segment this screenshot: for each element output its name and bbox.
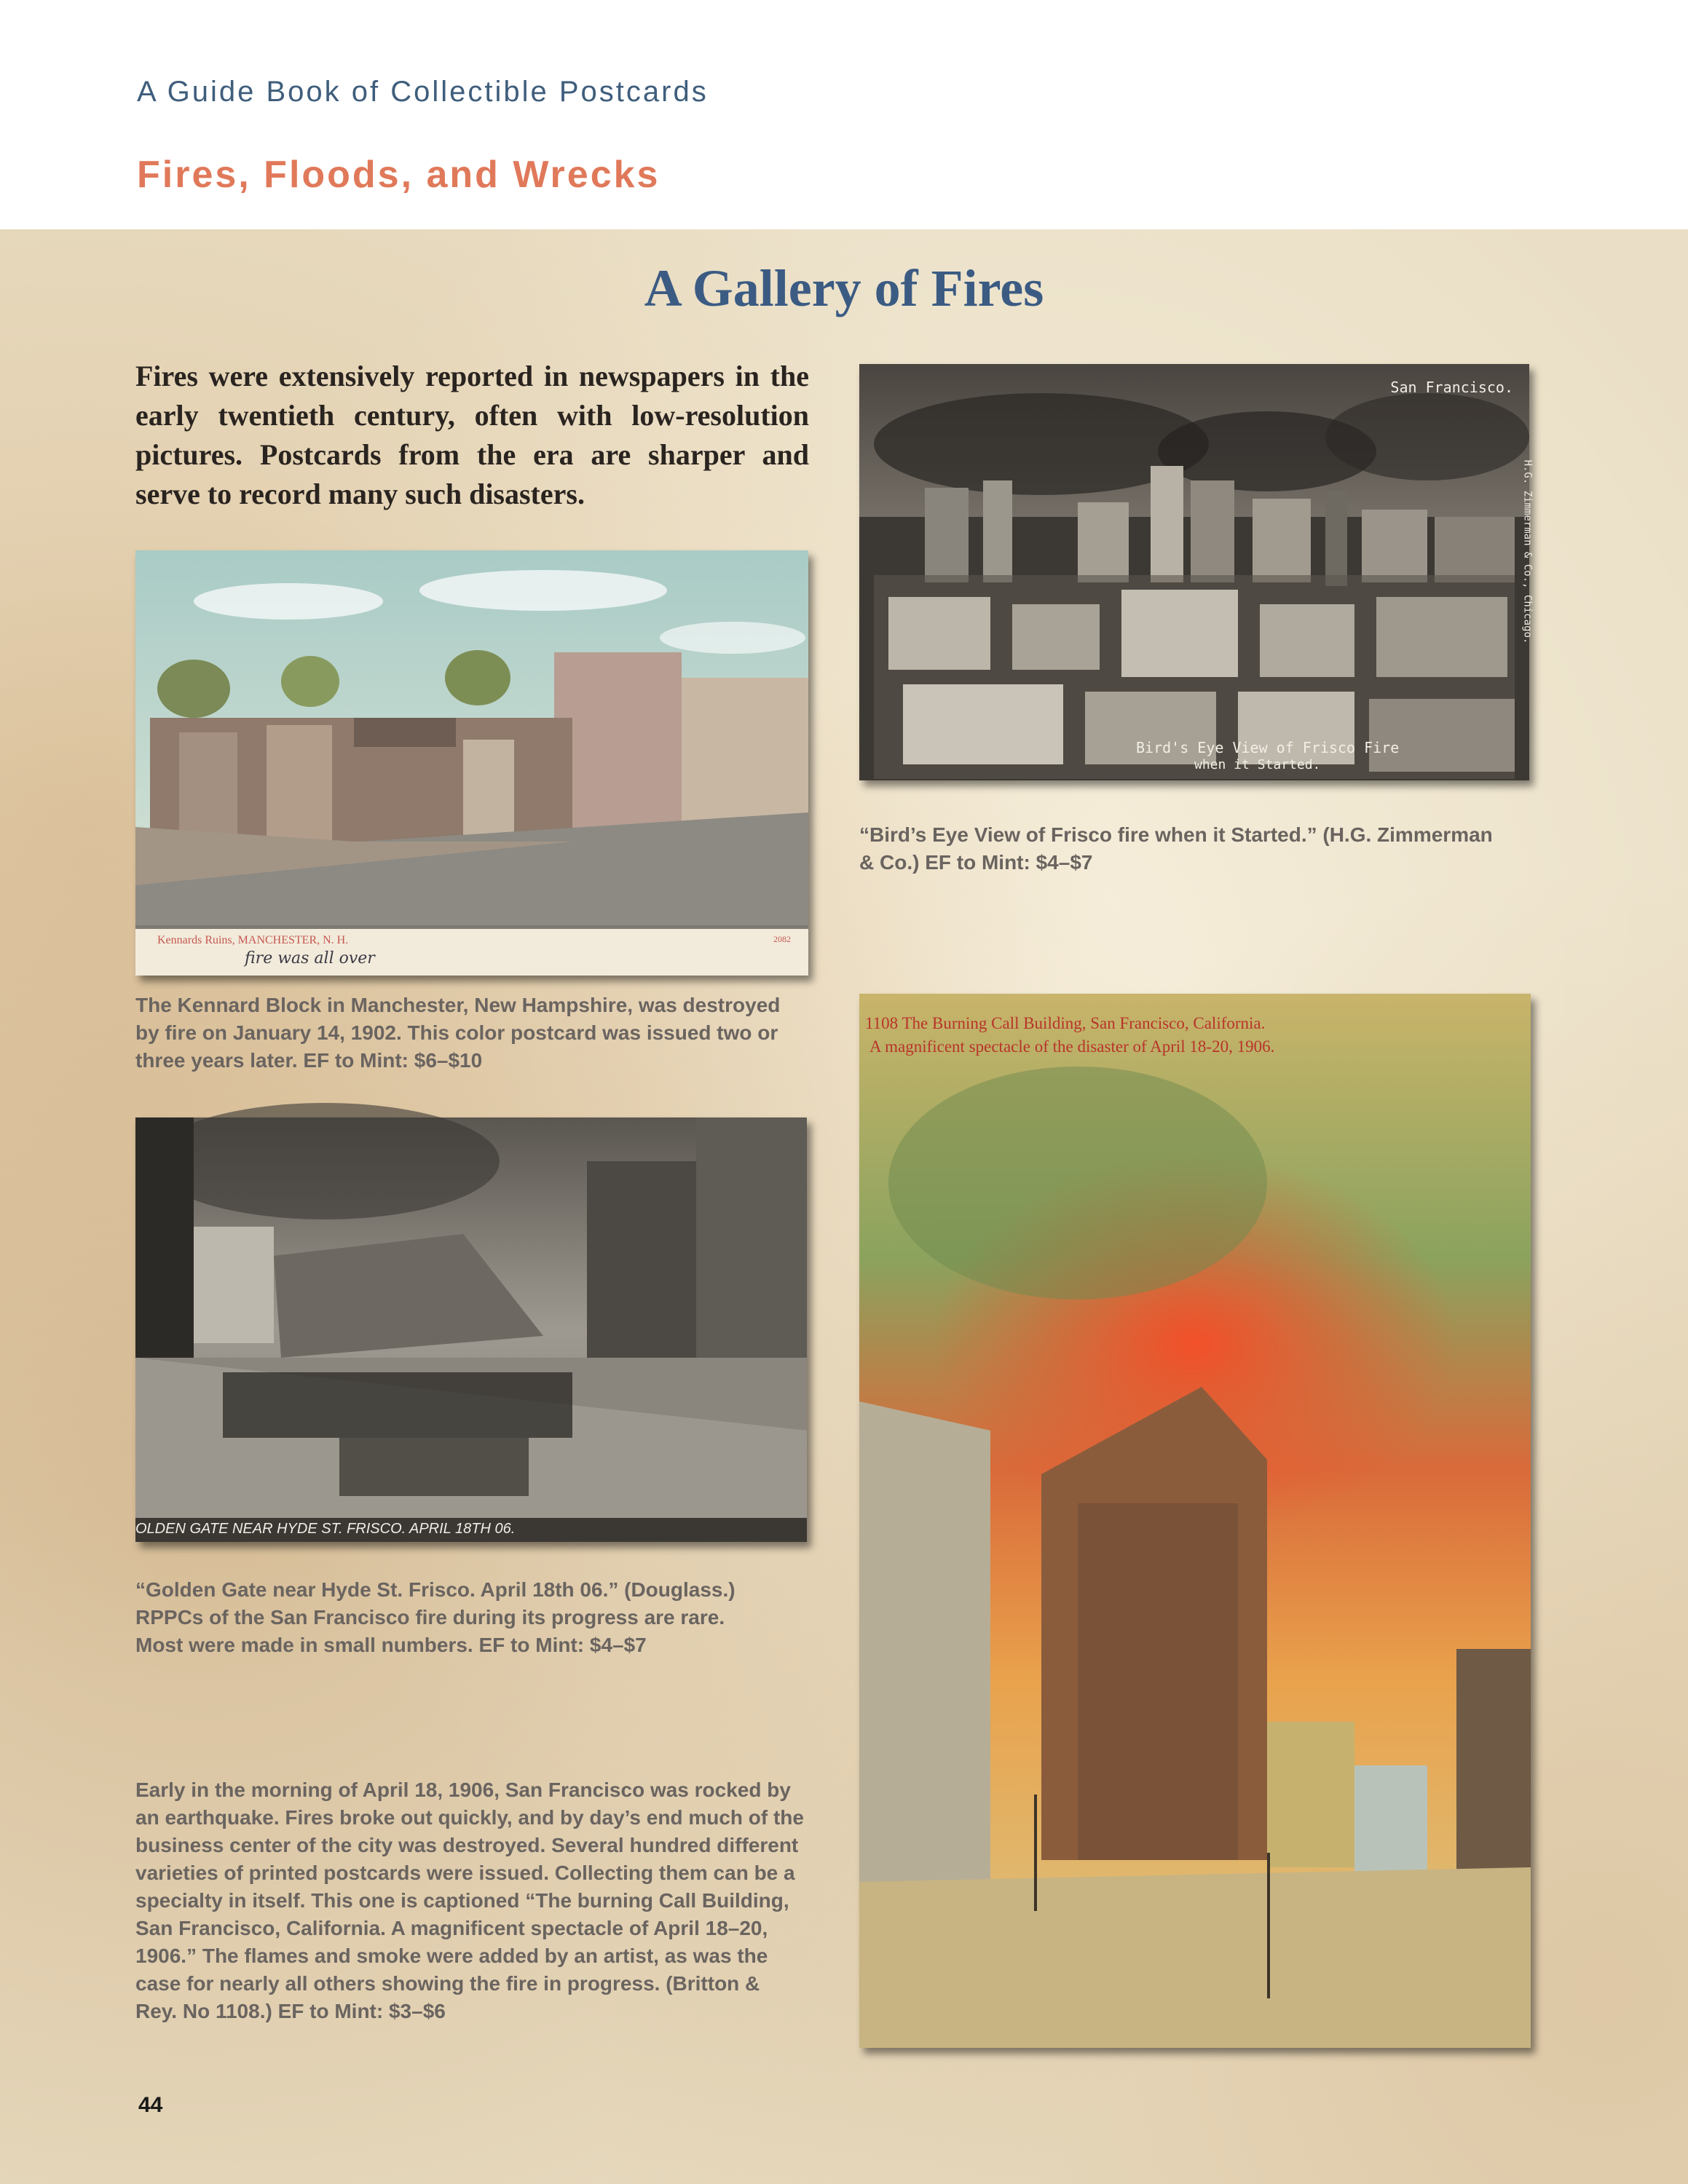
frisco-side-label: H.G. Zimmerman & Co., Chicago.: [1521, 459, 1534, 644]
call-building-title-line1: 1108 The Burning Call Building, San Francisco, California.: [865, 1014, 1266, 1032]
intro-paragraph: Fires were extensively reported in newspapers in the early twentieth century, often with low-resolution pictures. Postcards from the era are sharper and serve to record many such disasters.: [135, 360, 809, 510]
kennard-ruins-photo: [135, 550, 808, 929]
golden-gate-postcard: [135, 1117, 807, 1542]
frisco-caption-line2: when it Started.: [1194, 757, 1321, 772]
kennard-ruins-postcard: [135, 550, 808, 976]
section-title: Fires, Floods, and Wrecks: [137, 154, 660, 196]
call-building-description: Early in the morning of April 18, 1906, San Francisco was rocked by an earthquake. Fires broke out quickly, and by day’s end much of the business center of the city was destroyed. Several hundred different varieties of printed postcards were issued. Collecting them can be a specialty in itself. This one is captioned “The burning Call Building, San Francisco, California. A magnificent spectacle of April 18–20, 1906.” The flames and smoke were added by an artist, as was the case for nearly all others showing the fire in progress. (Britton & Rey. No 1108.) EF to Mint: $3–$6: [135, 1779, 804, 2022]
kennard-description: The Kennard Block in Manchester, New Hampshire, was destroyed by fire on January 14, 1902. This color postcard was issued two or three years later. EF to Mint: $6–$10: [135, 994, 781, 1072]
kennard-card-number: 2082: [773, 934, 791, 944]
golden-gate-description: “Golden Gate near Hyde St. Frisco. April 18th 06.” (Douglass.) RPPCs of the San Francisco fire during its progress are rare. Most were made in small numbers. EF to Mint: $4–$7: [135, 1578, 735, 1656]
frisco-corner-label: San Francisco.: [1390, 379, 1513, 396]
golden-gate-photo-caption: OLDEN GATE NEAR HYDE ST. FRISCO. APRIL 18TH 06.: [135, 1521, 516, 1537]
page-number: 44: [138, 2093, 163, 2117]
kennard-printed-caption: Kennards Ruins, MANCHESTER, N. H.: [157, 934, 349, 946]
frisco-fire-postcard: [859, 364, 1534, 780]
page-header: [0, 0, 1688, 229]
frisco-fire-photo: [859, 364, 1529, 780]
call-building-title-line2: A magnificent spectacle of the disaster of April 18-20, 1906.: [869, 1037, 1275, 1056]
frisco-caption-line1: Bird's Eye View of Frisco Fire: [1136, 739, 1400, 756]
golden-gate-photo: [135, 1117, 807, 1542]
gallery-title: A Gallery of Fires: [644, 259, 1044, 317]
running-book-title: A Guide Book of Collectible Postcards: [137, 76, 709, 108]
frisco-description: “Bird’s Eye View of Frisco fire when it Started.” (H.G. Zimmerman & Co.) EF to Mint: $4–$7: [859, 823, 1493, 874]
call-building-postcard: [859, 994, 1531, 2048]
kennard-handwriting: fire was all over: [245, 949, 375, 968]
call-building-photo: [859, 994, 1531, 2048]
